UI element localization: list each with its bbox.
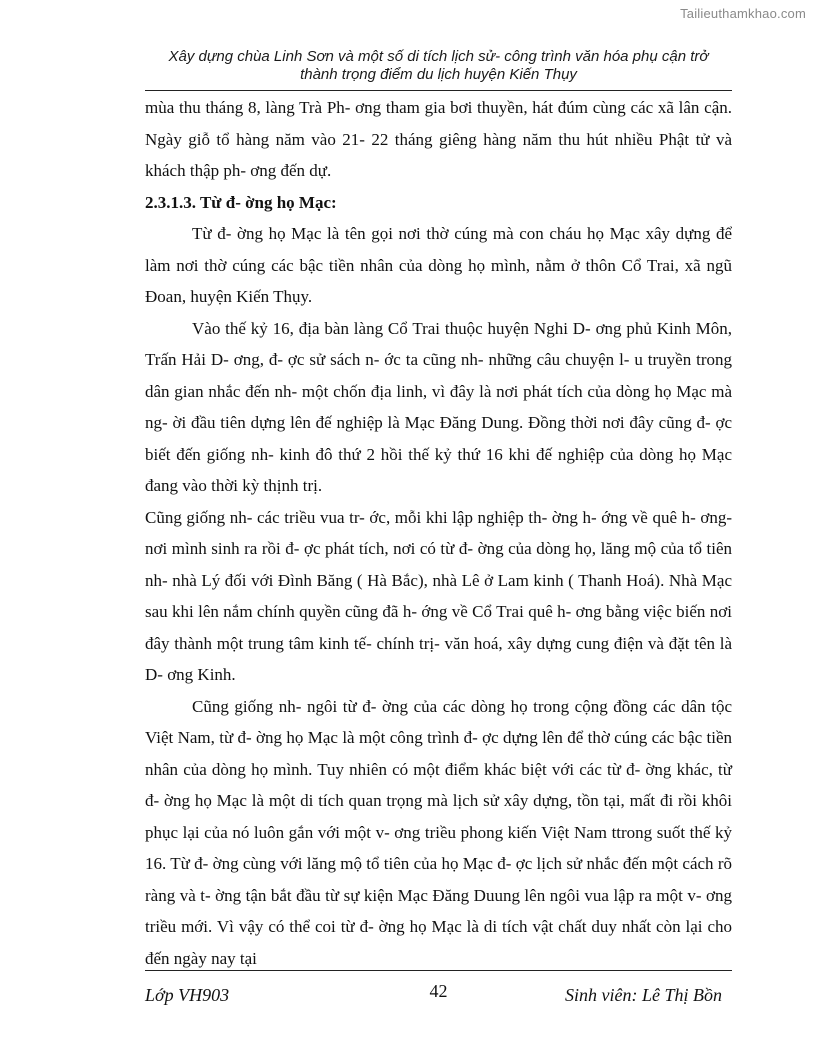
footer-class: Lớp VH903 (145, 985, 230, 1005)
document-body (145, 92, 732, 974)
paragraph: Cũng giống nh- các triều vua tr- ớc, mỗi khi lập nghiệp th- ờng h- ớng về quê h- ơng- nơi mình sinh ra rồi đ- ợc phát tích, nơi có từ đ- ờng của dòng họ, lăng mộ của tổ tiên nh- nhà Lý đối với Đình Băng ( Hà Bắc), nhà Lê ở Lam kinh ( Thanh Hoá). Nhà Mạc sau khi lên nắm chính quyền cũng đã h- ớng về Cổ Trai quê h- ơng bằng việc biến nơi đây thành một trung tâm kinh tế- chính trị- văn hoá, xây dựng cung điện và đặt tên là D- ơng Kinh. (145, 507, 732, 684)
paragraph: Vào thế kỷ 16, địa bàn làng Cổ Trai thuộc huyện Nghi D- ơng phủ Kinh Môn, Trấn Hải D- ơng, đ- ợc sử sách n- ớc ta cũng nh- những câu chuyện l- u truyền trong dân gian nhắc đến nh- một chốn địa linh, vì đây là nơi phát tích của dòng họ Mạc mà ng- ời đầu tiên dựng lên đế nghiệp là Mạc Đăng Dung. Đồng thời nơi đây cũng đ- ợc biết đến giống nh- kinh đô thứ 2 hồi thế kỷ thứ 16 khi đế nghiệp của dòng họ Mạc đang vào thời kỳ thịnh trị. (145, 318, 732, 495)
header-line-2: thành trọng điểm du lịch huyện Kiến Thụy (300, 66, 577, 83)
footer-divider (145, 970, 732, 971)
section-heading: 2.3.1.3. Từ đ- ờng họ Mạc: (145, 192, 337, 212)
header-divider (145, 90, 732, 91)
footer-student: Sinh viên: Lê Thị Bồn (565, 985, 722, 1005)
paragraph-continued: mùa thu tháng 8, làng Trà Ph- ơng tham gia bơi thuyền, hát đúm cùng các xã lân cận. Ngày giỗ tổ hàng năm vào 21- 22 tháng giêng hàng năm thu hút nhiều Phật tử và khách thập ph- ơng đến dự. (145, 98, 732, 180)
paragraph: Từ đ- ờng họ Mạc là tên gọi nơi thờ cúng mà con cháu họ Mạc xây dựng để làm nơi thờ cúng các bậc tiền nhân của dòng họ mình, nằm ở thôn Cổ Trai, xã ngũ Đoan, huyện Kiến Thụy. (145, 224, 732, 306)
watermark: Tailieuthamkhao.com (680, 6, 806, 21)
header-line-1: Xây dựng chùa Linh Sơn và một số di tích lịch sử- công trình văn hóa phụ cận trở (168, 48, 709, 65)
paragraph: Cũng giống nh- ngôi từ đ- ờng của các dòng họ trong cộng đồng các dân tộc Việt Nam, từ đ- ờng họ Mạc là một công trình đ- ợc dựng lên để thờ cúng các bậc tiền nhân của dòng họ mình. Tuy nhiên có một điểm khác biệt với các từ đ- ờng khác, từ đ- ờng họ Mạc là một di tích quan trọng mà lịch sử xây dựng, tồn tại, mất đi rồi khôi phục lại của nó luôn gắn với một v- ơng triều phong kiến Việt Nam ttrong suốt thế kỷ 16. Từ đ- ờng cùng với lăng mộ tổ tiên của họ Mạc đ- ợc lịch sử nhắc đến một cách rõ ràng và t- ờng tận bắt đầu từ sự kiện Mạc Đăng Duung lên ngôi vua lập ra một v- ơng triều mới. Vì vậy có thể coi từ đ- ờng họ Mạc là di tích vật chất duy nhất còn lại cho đến ngày nay tại (145, 696, 732, 968)
page-number: 42 (429, 981, 448, 1001)
page-footer (145, 981, 732, 1009)
running-header (145, 48, 732, 84)
